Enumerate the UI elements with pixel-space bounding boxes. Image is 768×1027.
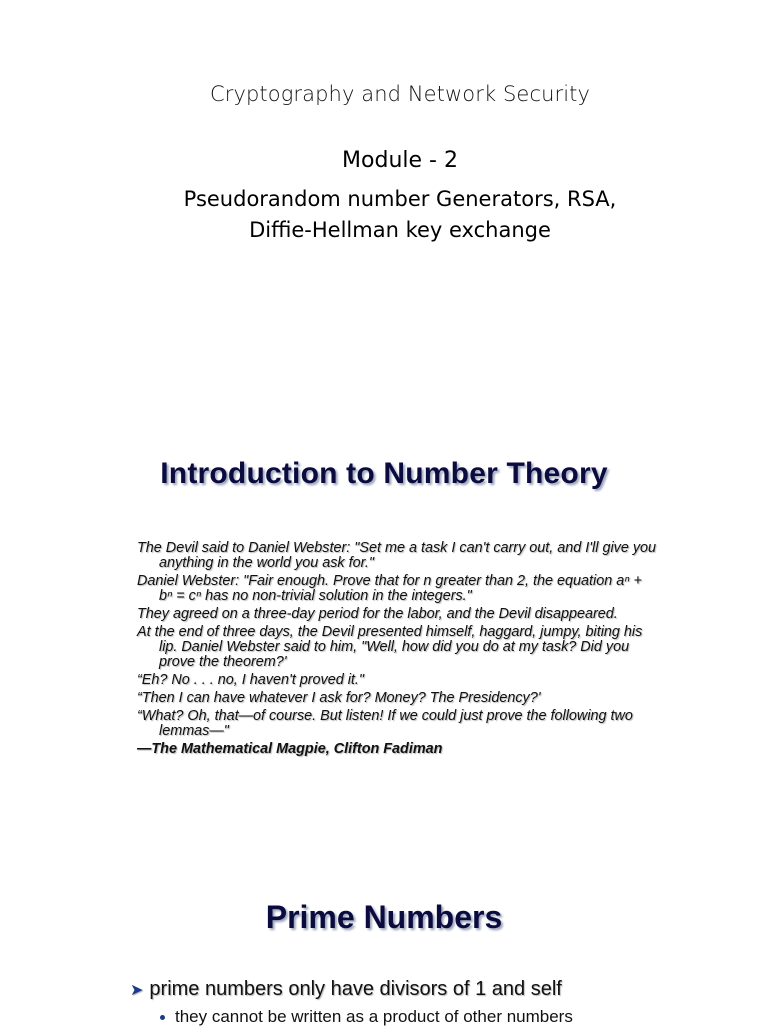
quote-paragraph: They agreed on a three-day period for the labor, and the Devil disappeared. bbox=[137, 606, 618, 622]
quote-paragraph: “Then I can have whatever I ask for? Money? The Presidency?' bbox=[137, 690, 541, 706]
module-subtitle-line-1: Pseudorandom number Generators, RSA, bbox=[183, 187, 617, 211]
attribution-author: , Clifton Fadiman bbox=[325, 741, 443, 757]
bullet-text: prime numbers only have divisors of 1 and self bbox=[149, 978, 562, 1000]
prime-numbers-slide bbox=[0, 860, 768, 1024]
module-subtitle bbox=[0, 184, 768, 246]
bullet-item bbox=[130, 978, 562, 1001]
title-slide bbox=[0, 0, 768, 420]
module-label: Module - 2 bbox=[342, 148, 458, 173]
quote-paragraph: At the end of three days, the Devil presented himself, haggard, jumpy, biting his lip. Daniel Webster said to him, "Well, how did you do at my task? Did you prove the theorem?' bbox=[137, 624, 643, 670]
slide-heading: Prime Numbers bbox=[265, 899, 503, 935]
attribution-dash: — bbox=[137, 741, 152, 757]
arrow-bullet-icon: ➤ bbox=[130, 982, 144, 999]
slide-heading: Introduction to Number Theory bbox=[160, 457, 608, 490]
module-subtitle-line-2: Diffie-Hellman key exchange bbox=[249, 218, 551, 242]
attribution-book: The Mathematical Magpie bbox=[151, 741, 326, 757]
sub-bullet-text: they cannot be written as a product of other numbers bbox=[175, 1007, 573, 1026]
quote-paragraph: The Devil said to Daniel Webster: "Set me a task I can't carry out, and I'll give you anything in the world you ask for." bbox=[137, 540, 657, 571]
intro-number-theory-slide bbox=[0, 420, 768, 860]
devil-webster-quote bbox=[137, 541, 657, 760]
quote-paragraph: “What? Oh, that—of course. But listen! If we could just prove the following two lemmas—" bbox=[137, 708, 633, 739]
quote-paragraph: “Eh? No . . . no, I haven't proved it." bbox=[137, 672, 365, 688]
quote-paragraph: Daniel Webster: "Fair enough. Prove that for n greater than 2, the equation aⁿ + bⁿ = cⁿ has no non-trivial solution in the integers." bbox=[137, 573, 642, 604]
course-title: Cryptography and Network Security bbox=[209, 82, 591, 106]
sub-bullet-item bbox=[160, 1007, 573, 1027]
dot-bullet-icon bbox=[160, 1015, 165, 1020]
quote-attribution bbox=[137, 742, 657, 757]
